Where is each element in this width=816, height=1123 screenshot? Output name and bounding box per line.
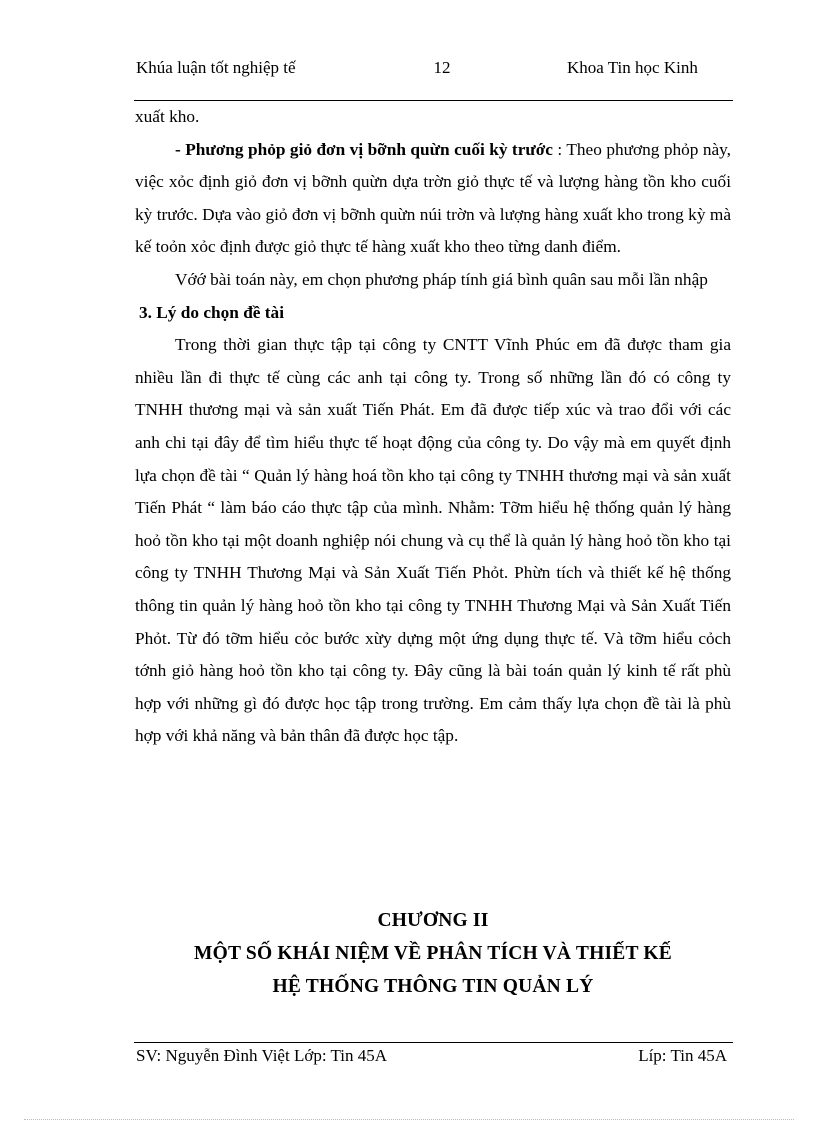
chapter-title-line1: MỘT SỐ KHÁI NIỆM VỀ PHÂN TÍCH VÀ THIẾT KẾ xyxy=(194,943,672,964)
footer-class: Líp: Tin 45A xyxy=(638,1046,727,1065)
footer-student: SV: Nguyễn Đình Việt Lớp: Tin 45A xyxy=(136,1046,388,1065)
footer-divider xyxy=(134,1042,733,1043)
header-faculty: Khoa Tin học Kinh xyxy=(567,58,698,77)
chapter-title-line2: HỆ THỐNG THÔNG TIN QUẢN LÝ xyxy=(272,976,594,997)
paragraph-choice: Vớớ bài toán này, em chọn phương pháp tính giá bình quân sau mỗi lần nhập xyxy=(175,269,708,289)
header-thesis-title: Khúa luận tốt nghiệp tế xyxy=(136,58,296,77)
paragraph-method xyxy=(135,134,731,264)
page-bottom-border xyxy=(24,1119,794,1120)
chapter-heading xyxy=(135,904,731,1003)
page-header xyxy=(136,58,733,100)
paragraph-reason: Trong thời gian thực tập tại công ty CNTT Vĩnh Phúc em đã được tham gia nhiều lần đi thực tế cùng các anh tại công ty. Trong số những lần đó có công ty TNHH thương mại và sản xuất Tiến Phát. Em đã được tiếp xúc và trao đổi với các anh chi tại đây để tìm hiểu thực tế hoạt động của công ty. Do vậy mà em quyết định lựa chọn đề tài “ Quản lý hàng hoá tồn kho tại công ty TNHH thương mại và sản xuất Tiến Phát “ làm báo cáo thực tập của mình. Nhằm: Tỡm hiểu hệ thống quản lý hàng hoỏ tồn kho tại một doanh nghiệp nói chung và cụ thể là quản lý hàng hoỏ tồn kho tại công ty TNHH Thương Mại và Sản Xuất Tiến Phỏt. Phừn tích và thiết kế hệ thống thông tin quản lý hàng hoỏ tồn kho tại công ty TNHH Thương Mại và Sản Xuất Tiến Phỏt. Từ đó tỡm hiểu cỏc bước xừy dựng một ứng dụng thực tế. Và tỡm hiểu cỏch tớnh giỏ hàng hoỏ tồn kho tại công ty. Đây cũng là bài toán quản lý kinh tế rất phù hợp với những gì đó được học tập trong trường. Em cảm thấy lựa chọn đề tài là phù hợp với khả năng và bản thân đã được học tập. xyxy=(135,335,731,746)
chapter-number: CHƯƠNG II xyxy=(377,910,489,931)
header-page-number: 12 xyxy=(433,58,451,77)
document-body xyxy=(135,101,731,753)
method-title: - Phương phỏp giỏ đơn vị bỡnh quừn cuối kỳ trước xyxy=(175,139,553,159)
section-heading: 3. Lý do chọn đề tài xyxy=(139,302,284,322)
method-text: : Theo phương phỏp này, việc xỏc định giỏ đơn vị bỡnh quừn dựa trờn giỏ thực tế và lượng hàng tồn kho cuối kỳ trước. Dựa vào giỏ đơn vị bỡnh quừn núi trờn và lượng hàng xuất kho trong kỳ mà kế toỏn xỏc định được giỏ thực tế hàng xuất kho theo từng danh điểm. xyxy=(135,139,731,257)
paragraph-continuation: xuất kho. xyxy=(135,107,200,126)
